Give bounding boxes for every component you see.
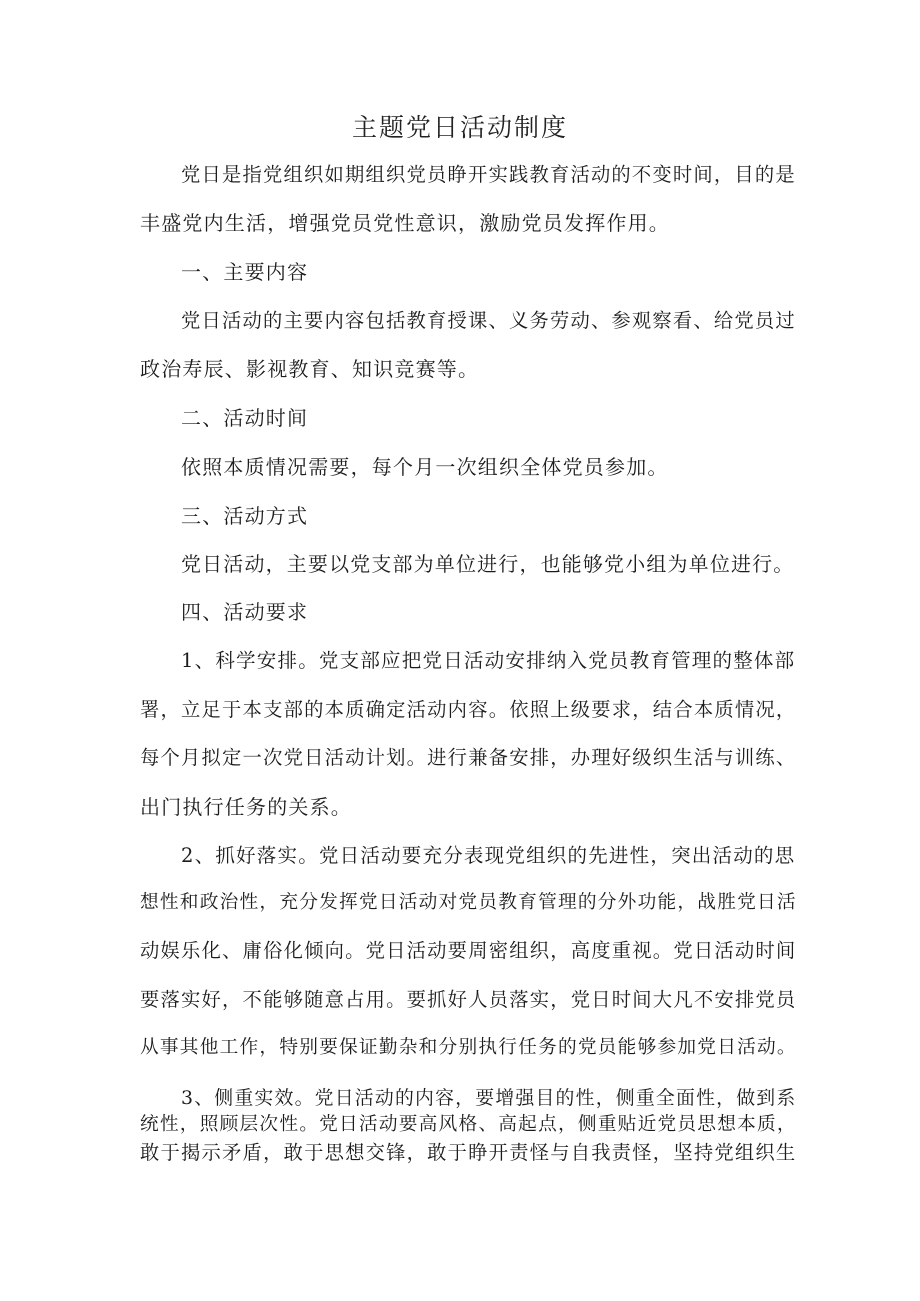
document-title: 主题党日活动制度 <box>351 113 568 142</box>
paragraph-line: 党日活动的主要内容包括教育授课、义务劳动、参观察看、给党员过 <box>181 309 796 332</box>
paragraph-line: 动娱乐化、庸俗化倾向。党日活动要周密组织，高度重视。党日活动时间 <box>140 939 797 962</box>
paragraph-line: 每个月拟定一次党日活动计划。进行兼备安排，办理好级织生活与训练、 <box>140 746 797 769</box>
paragraph-line: 3、侧重实效。党日活动的内容，要增强目的性，侧重全面性，做到系 <box>181 1087 797 1109</box>
paragraph-line: 敢于揭示矛盾，敢于思想交锋，敢于睁开责怪与自我责怪，坚持党组织生 <box>140 1141 797 1164</box>
paragraph-line: 2、抓好落实。党日活动要充分表现党组织的先进性，突出活动的思 <box>181 844 796 867</box>
paragraph-line: 出门执行任务的关系。 <box>140 795 352 819</box>
paragraph-line: 党日是指党组织如期组织党员睁开实践教育活动的不变时间，目的是 <box>181 163 796 186</box>
paragraph-line: 依照本质情况需要，每个月一次组织全体党员参加。 <box>181 455 669 479</box>
paragraph-line: 想性和政治性，充分发挥党日活动对党员教育管理的分外功能，战胜党日活 <box>140 892 797 913</box>
paragraph-line: 政治寿辰、影视教育、知识竞赛等。 <box>140 357 480 381</box>
paragraph-line: 署，立足于本支部的本质确定活动内容。依照上级要求，结合本质情况， <box>140 698 797 721</box>
paragraph-line: 要落实好，不能够随意占用。要抓好人员落实，党日时间大凡不安排党员 <box>140 988 797 1011</box>
section-heading: 一、主要内容 <box>181 260 309 284</box>
section-heading: 二、活动时间 <box>181 406 309 430</box>
paragraph-line: 1、科学安排。党支部应把党日活动安排纳入党员教育管理的整体部 <box>181 649 796 672</box>
section-heading: 四、活动要求 <box>181 600 309 624</box>
paragraph-line: 丰盛党内生活，增强党员党性意识，激励党员发挥作用。 <box>140 211 670 235</box>
section-heading: 三、活动方式 <box>181 504 309 528</box>
paragraph-line: 从事其他工作，特别要保证勤杂和分别执行任务的党员能够参加党日活动。 <box>140 1037 797 1058</box>
paragraph-line: 统性，照顾层次性。党日活动要高风格、高起点，侧重贴近党员思想本质， <box>140 1114 797 1135</box>
paragraph-line: 党日活动，主要以党支部为单位进行，也能够党小组为单位进行。 <box>181 552 795 576</box>
